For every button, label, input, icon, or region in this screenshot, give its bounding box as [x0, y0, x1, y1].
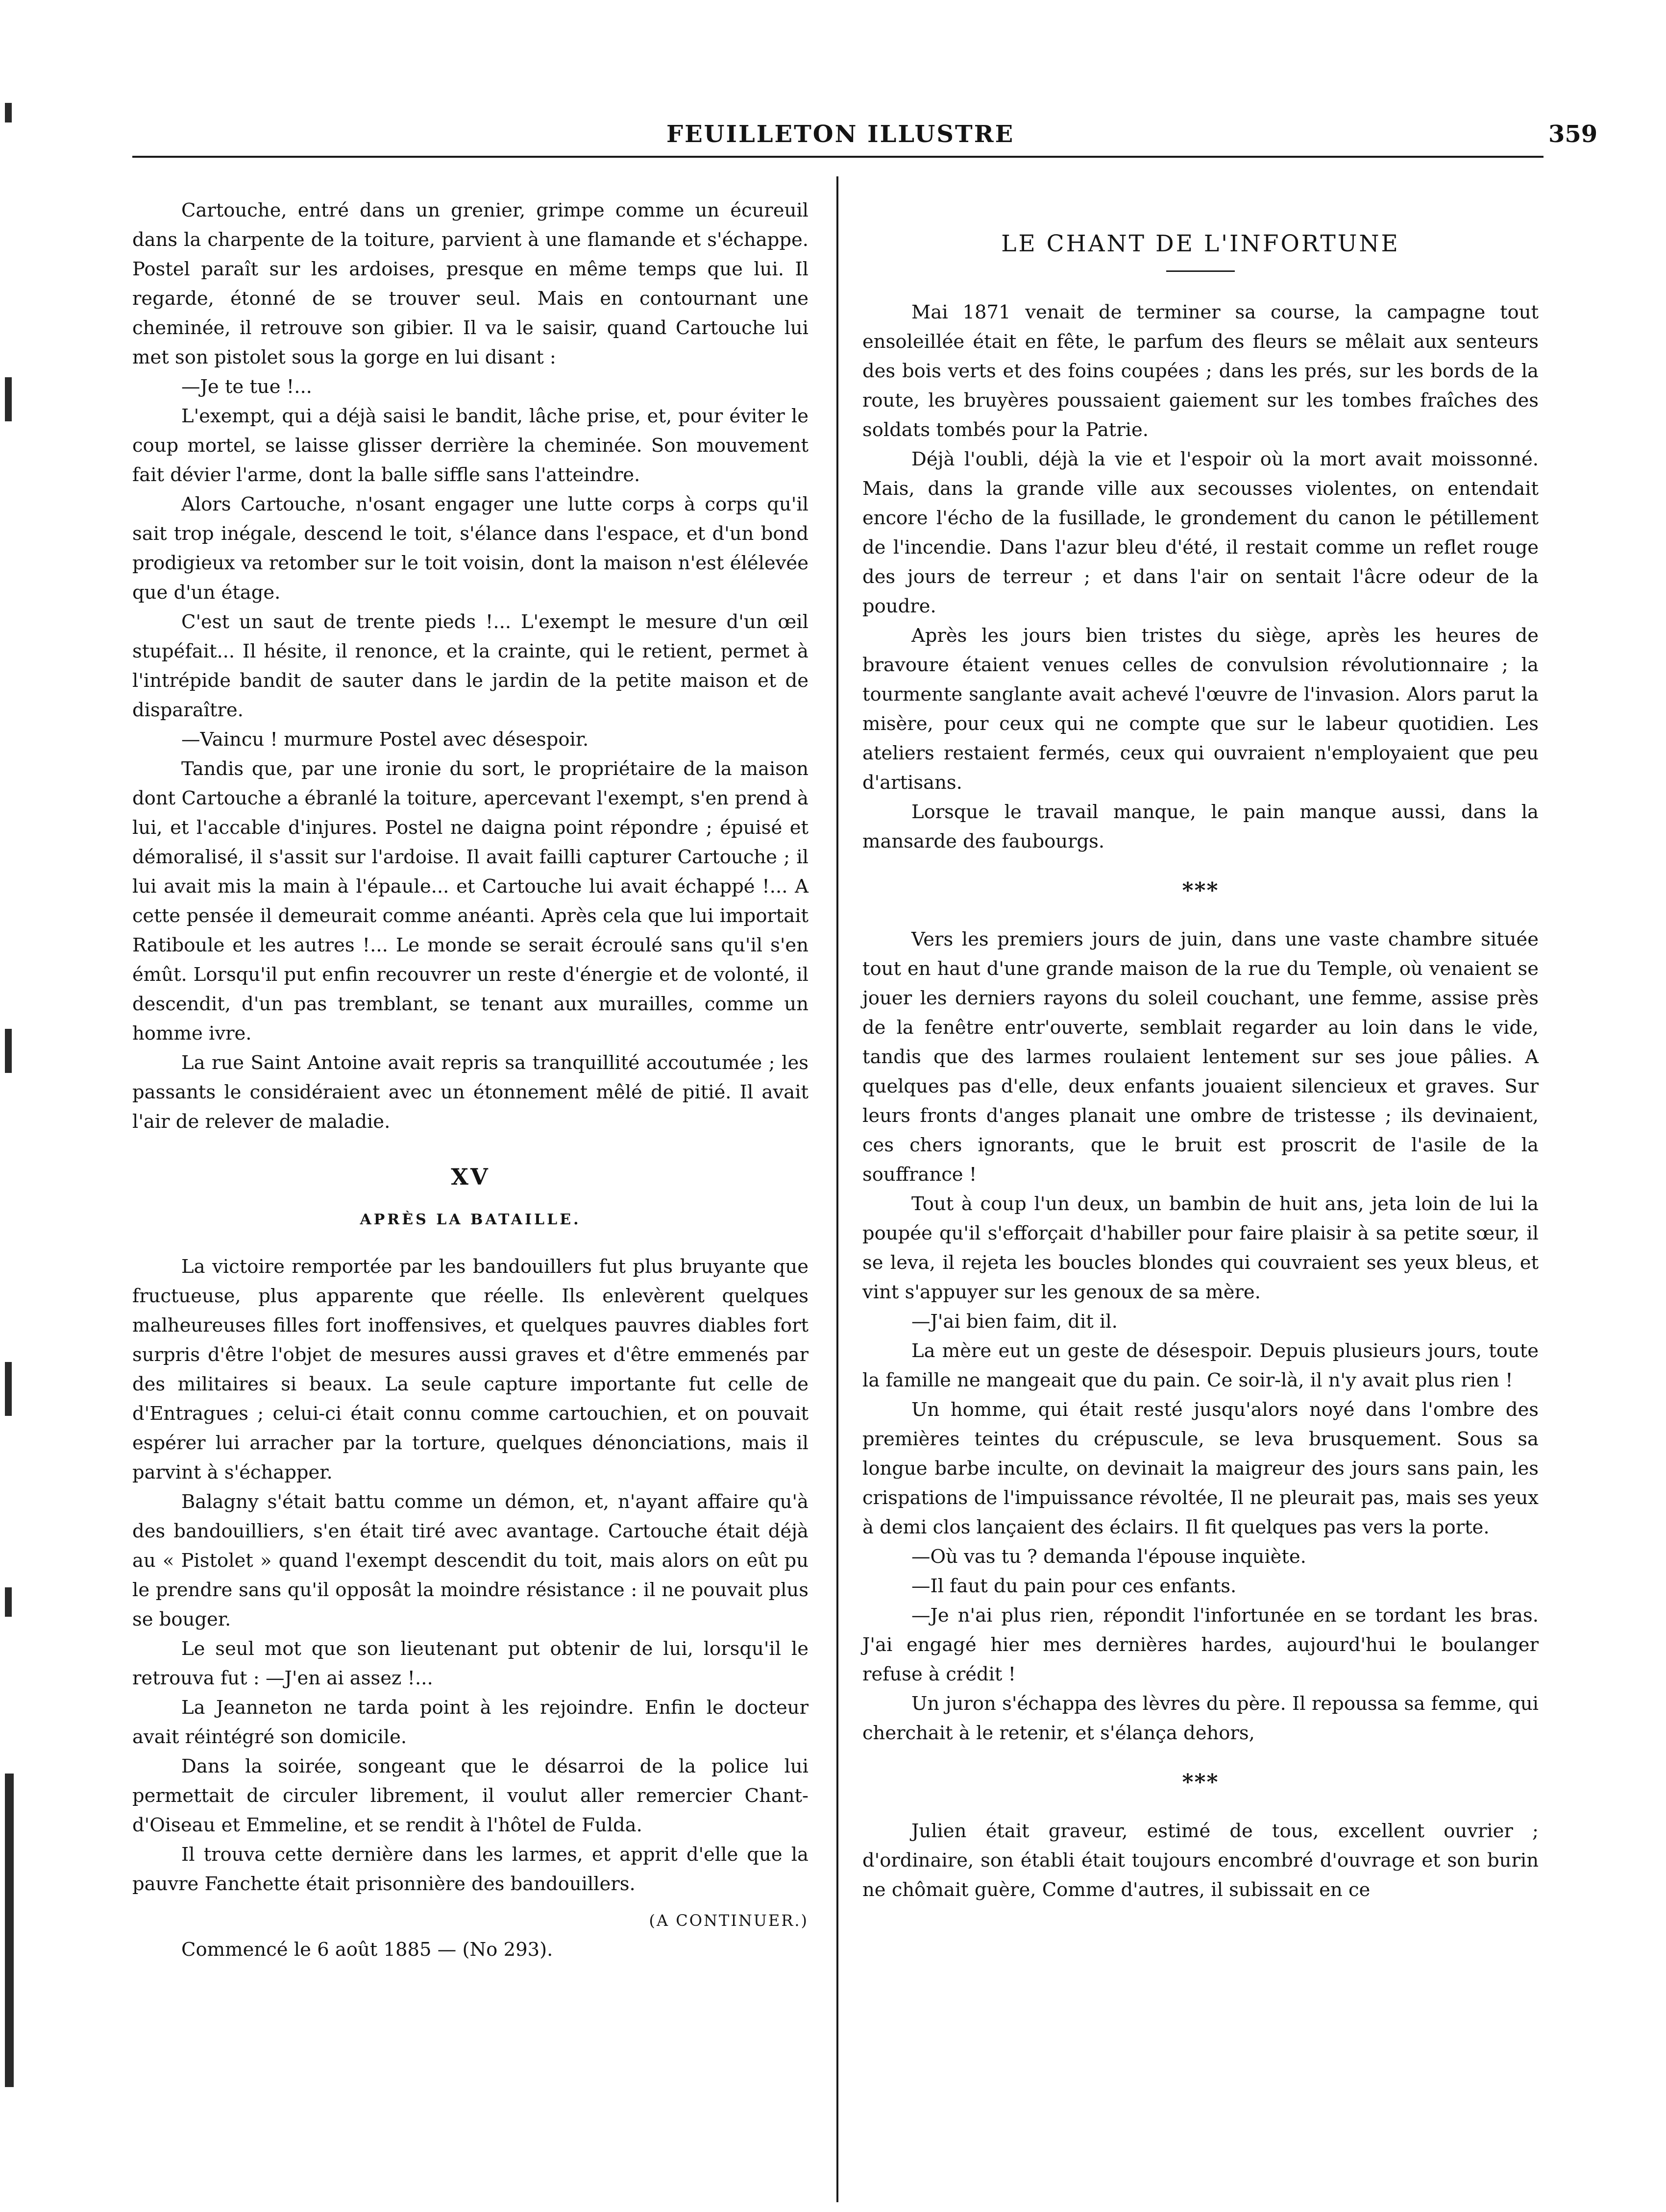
paragraph: —J'ai bien faim, dit il.	[911, 1311, 1118, 1333]
column-divider	[836, 176, 838, 2202]
paragraph: La mère eut un geste de désespoir. Depuis plusieurs jours, toute la famille ne mangeait que du pain. Ce soir-là, il n'y avait plus rien !	[862, 1340, 1539, 1391]
serial-start-note: Commencé le 6 août 1885 — (No 293).	[181, 1939, 553, 1961]
paragraph: Vers les premiers jours de juin, dans une vaste chambre située tout en haut d'une grande maison de la rue du Temple, où venaient se jouer les derniers rayons du soleil couchant, une femme, assise près de la fenêtre entr'ouverte, semblait regarder au loin dans le vide, tandis que des larmes roulaient lentement sur ses joue pâlies. A quelques pas d'elle, deux enfants jouaient silencieux et graves. Sur leurs fronts d'anges planait une ombre de tristesse ; ils devinaient, ces chers ignorants, que le bruit est proscrit de l'asile de la souffrance !	[862, 928, 1539, 1186]
paragraph: Le seul mot que son lieutenant put obtenir de lui, lorsqu'il le retrouva fut : —J'en ai assez !...	[132, 1638, 808, 1689]
paragraph: La Jeanneton ne tarda point à les rejoindre. Enfin le docteur avait réintégré son domicile.	[132, 1697, 808, 1748]
paragraph: Julien était graveur, estimé de tous, excellent ouvrier ; d'ordinaire, son établi était toujours encombré d'ouvrage et son burin ne chômait guère, Comme d'autres, il subissait en ce	[862, 1820, 1539, 1901]
chapter-title: APRÈS LA BATAILLE.	[360, 1211, 581, 1228]
story-title: LE CHANT DE L'INFORTUNE	[1001, 230, 1400, 257]
paragraph: Déjà l'oubli, déjà la vie et l'espoir où la mort avait moissonné. Mais, dans la grande ville aux secousses violentes, on entendait encore l'écho de la fusillade, le grondement du canon le pétillement de l'incendie. Dans l'azur bleu d'été, il restait comme un reflet rouge des jours de terreur ; et dans l'air on sentait l'âcre odeur de la poudre.	[862, 448, 1539, 617]
page-number: 359	[1548, 121, 1598, 148]
paragraph: Mai 1871 venait de terminer sa course, la campagne tout ensoleillée était en fête, le parfum des fleurs se mêlait aux senteurs des bois verts et des foins coupées ; dans les prés, sur les bords de la route, les bruyères poussaient gaiement sur les tombes fraîches des soldats tombés pour la Patrie.	[862, 301, 1539, 441]
binding-mark	[5, 1362, 12, 1416]
paragraph: —Où vas tu ? demanda l'épouse inquiète.	[911, 1546, 1306, 1568]
paragraph: Il trouva cette dernière dans les larmes, et apprit d'elle que la pauvre Fanchette était prisonnière des bandouillers.	[132, 1844, 808, 1895]
header-rule	[132, 156, 1544, 158]
running-header-title: FEUILLETON ILLUSTRE	[666, 121, 1015, 148]
paragraph: Cartouche, entré dans un grenier, grimpe comme un écureuil dans la charpente de la toiture, parvient à une flamande et s'échappe. Postel paraît sur les ardoises, presque en même temps que lui. Il regarde, étonné de se trouver seul. Mais en contournant une cheminée, il retrouve son gibier. Il va le saisir, quand Cartouche lui met son pistolet sous la gorge en lui disant :	[132, 199, 808, 368]
paragraph: Alors Cartouche, n'osant engager une lutte corps à corps qu'il sait trop inégale, descend le toit, s'élance dans l'espace, et d'un bond prodigieux va retomber sur le toit voisin, dont la maison n'est élélevée que d'un étage.	[132, 493, 808, 604]
paragraph: La rue Saint Antoine avait repris sa tranquillité accoutumée ; les passants le considéraient avec un étonnement mêlé de pitié. Il avait l'air de relever de maladie.	[132, 1052, 808, 1133]
binding-mark	[5, 1587, 12, 1617]
paragraph: L'exempt, qui a déjà saisi le bandit, lâche prise, et, pour éviter le coup mortel, se laisse glisser derrière la cheminée. Son mouvement fait dévier l'arme, dont la balle siffle sans l'atteindre.	[132, 405, 808, 486]
paragraph: Dans la soirée, songeant que le désarroi de la police lui permettait de circuler librement, il voulut aller remercier Chant-d'Oiseau et Emmeline, et se rendit à l'hôtel de Fulda.	[132, 1755, 808, 1836]
binding-mark	[5, 103, 12, 122]
binding-mark	[5, 377, 12, 421]
paragraph: Lorsque le travail manque, le pain manque aussi, dans la mansarde des faubourgs.	[862, 801, 1539, 852]
paragraph: Un homme, qui était resté jusqu'alors noyé dans l'ombre des premières teintes du crépuscule, se leva brusquement. Sous sa longue barbe inculte, on devinait la maigreur des jours sans pain, les crispations de l'impuissance révoltée, Il ne pleurait pas, mais ses yeux à demi clos lançaient des éclairs. Il fit quelques pas vers la porte.	[862, 1399, 1539, 1538]
binding-mark	[5, 1774, 14, 2087]
section-asterism: ***	[1182, 1770, 1219, 1795]
paragraph: La victoire remportée par les bandouillers fut plus bruyante que fructueuse, plus apparente que réelle. Ils enlevèrent quelques malheureuses filles fort inoffensives, et quelques pauvres diables fort surpris d'être l'objet de mesures aussi graves et d'être emmenés par des militaires si beaux. La seule capture importante fut celle de d'Entragues ; celui-ci était connu comme cartouchien, et on pouvait espérer lui arracher par la torture, quelques dénonciations, mais il parvint à s'échapper.	[132, 1256, 808, 1483]
paragraph: Tandis que, par une ironie du sort, le propriétaire de la maison dont Cartouche a ébranlé la toiture, apercevant l'exempt, s'en prend à lui, et l'accable d'injures. Postel ne daigna point répondre ; épuisé et démoralisé, il s'assit sur l'ardoise. Il avait failli capturer Cartouche ; il lui avait mis la main à l'épaule... et Cartouche lui avait échappé !... A cette pensée il demeurait comme anéanti. Après cela que lui importait Ratiboule et les autres !... Le monde se serait écroulé sans qu'il s'en émût. Lorsqu'il put enfin recouvrer un reste d'énergie et de volonté, il descendit, d'un pas tremblant, se tenant aux murailles, comme un homme ivre.	[132, 758, 808, 1045]
paragraph: Après les jours bien tristes du siège, après les heures de bravoure étaient venues celles de convulsion révolutionnaire ; la tourmente sanglante avait achevé l'œuvre de l'invasion. Alors parut la misère, pour ceux qui ne compte que sur le labeur quotidien. Les ateliers restaient fermés, ceux qui ouvraient n'employaient que peu d'artisans.	[862, 625, 1539, 794]
paragraph: C'est un saut de trente pieds !... L'exempt le mesure d'un œil stupéfait... Il hésite, il renonce, et la crainte, qui le retient, permet à l'intrépide bandit de sauter dans le jardin de la petite maison et de disparaître.	[132, 611, 808, 721]
binding-mark	[5, 1029, 12, 1073]
right-column	[862, 298, 1539, 1905]
paragraph: Un juron s'échappa des lèvres du père. Il repoussa sa femme, qui cherchait à le retenir, et s'élança dehors,	[862, 1693, 1539, 1744]
to-be-continued: (A CONTINUER.)	[649, 1911, 808, 1930]
left-column	[132, 196, 808, 1965]
paragraph: —Je n'ai plus rien, répondit l'infortunée en se tordant les bras. J'ai engagé hier mes dernières hardes, aujourd'hui le boulanger refuse à crédit !	[862, 1604, 1539, 1685]
paragraph: —Vaincu ! murmure Postel avec désespoir.	[181, 729, 589, 751]
story-title-rule	[1166, 270, 1235, 272]
paragraph: Balagny s'était battu comme un démon, et, n'ayant affaire qu'à des bandouilliers, s'en était tiré avec avantage. Cartouche était déjà au « Pistolet » quand l'exempt descendit du toit, mais alors on eût pu le prendre sans qu'il opposât la moindre résistance : il ne pouvait plus se bouger.	[132, 1491, 808, 1630]
chapter-number: XV	[451, 1164, 490, 1190]
paragraph: —Il faut du pain pour ces enfants.	[911, 1575, 1237, 1597]
paragraph: —Je te tue !...	[181, 376, 312, 398]
paragraph: Tout à coup l'un deux, un bambin de huit ans, jeta loin de lui la poupée qu'il s'efforçait d'habiller pour faire plaisir à sa petite sœur, il se leva, il rejeta les boucles blondes qui couvraient ses yeux bleus, et vint s'appuyer sur les genoux de sa mère.	[862, 1193, 1539, 1303]
section-asterism: ***	[1182, 878, 1219, 903]
